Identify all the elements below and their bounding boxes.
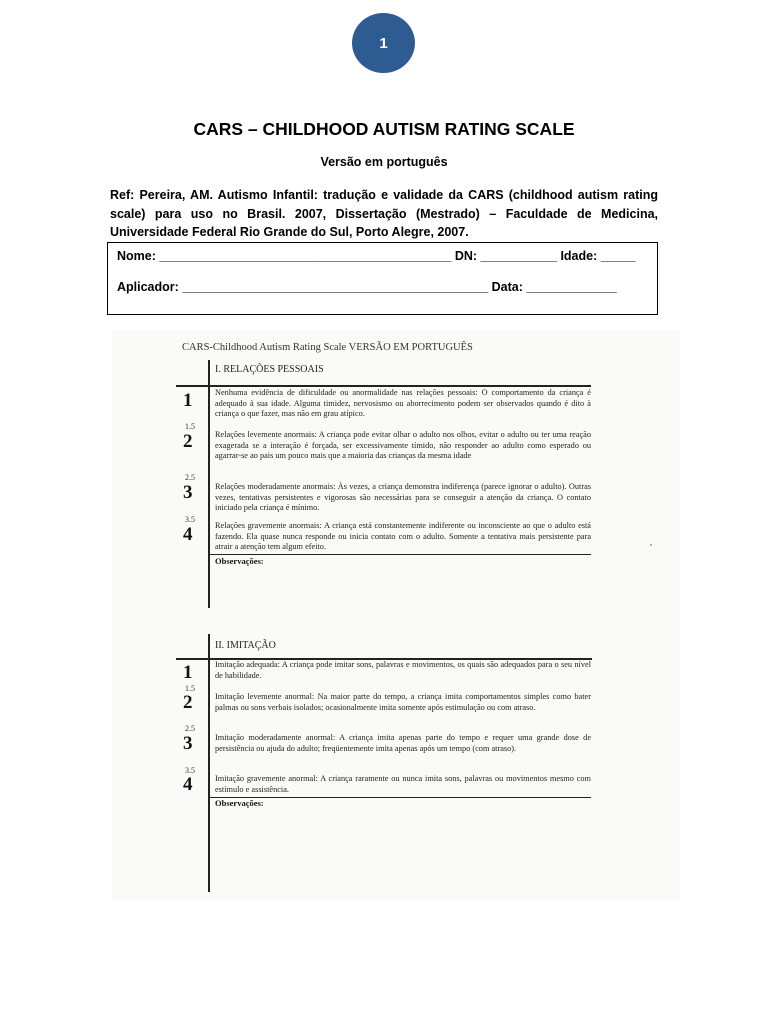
section-heading-imitacao: II. IMITAÇÃO xyxy=(215,640,276,651)
reference-citation: Ref: Pereira, AM. Autismo Infantil: tradução e validade da CARS (childhood autism rating scale) para uso no Brasil. 2007, Dissertação (Mestrado) – Faculdade de Medicina, Universidade Federal Rio Grande do Sul, Porto Alegre, 2007. xyxy=(110,188,658,239)
form-line-name[interactable]: Nome: __________________________________________ DN: ___________ Idade: _____ xyxy=(117,249,636,263)
observations-rule xyxy=(208,554,591,555)
item-description: Relações gravemente anormais: A criança está constantemente indiferente ou inconsciente ao que o adulto está fazendo. Ela quase nunca responde ou inicia contato com o adulto. Somente a tentativa mais persistente para atrair a atenção tem algum efeito. xyxy=(215,521,591,552)
form-line-applicator[interactable]: Aplicador: ____________________________________________ Data: _____________ xyxy=(117,280,617,294)
document-subtitle: Versão em português xyxy=(320,155,448,169)
item-description: Imitação adequada: A criança pode imitar sons, palavras e movimentos, os quais são adequados para o seu nível de habilidade. xyxy=(215,660,591,680)
score-1-5: 1.5 xyxy=(185,684,195,693)
score-2-5: 2.5 xyxy=(185,724,195,733)
page-number-badge xyxy=(352,13,415,73)
score-3: 3 xyxy=(183,482,193,503)
item-description: Imitação gravemente anormal: A criança raramente ou nunca imita sons, palavras ou movimentos mesmo com estímulo e assistência. xyxy=(215,774,591,794)
scan-speck xyxy=(650,544,652,546)
score-2: 2 xyxy=(183,692,193,713)
page-number: 1 xyxy=(379,34,388,52)
score-3: 3 xyxy=(183,733,193,754)
score-4: 4 xyxy=(183,524,193,545)
item-description: Nenhuma evidência de dificuldade ou anormalidade nas relações pessoais: O comportamento da criança é adequado à sua idade. Alguma timidez, nervosismo ou aborrecimento podem ser observados quando é dito à criança o que fazer, mas não em grau atípico. xyxy=(215,388,591,419)
score-1-5: 1.5 xyxy=(185,422,195,431)
score-2-5: 2.5 xyxy=(185,473,195,482)
score-3-5: 3.5 xyxy=(185,515,195,524)
patient-info-box xyxy=(107,242,658,315)
observations-label: Observações: xyxy=(215,798,264,808)
item-description: Imitação levemente anormal: Na maior parte do tempo, a criança imita comportamentos simples como bater palmas ou sons verbais isolados; ocasionalmente imita somente após estimulação ou com atraso. xyxy=(215,692,591,712)
scanned-rating-sheet xyxy=(112,330,680,900)
item-description: Relações levemente anormais: A criança pode evitar olhar o adulto nos olhos, evitar o adulto ou ter uma reação exagerada se a interação é forçada, ser excessivamente tímido, não responder ao adulto como esperado ou agarrar-se ao pais um pouco mais que a maioria das crianças da mesma idade xyxy=(215,430,591,461)
score-2: 2 xyxy=(183,431,193,452)
section2-vertical-rule xyxy=(208,634,210,892)
document-title: CARS – CHILDHOOD AUTISM RATING SCALE xyxy=(193,119,575,139)
score-3-5: 3.5 xyxy=(185,766,195,775)
score-4: 4 xyxy=(183,774,193,795)
scan-title: CARS-Childhood Autism Rating Scale VERSÃO EM PORTUGUÊS xyxy=(182,342,473,353)
item-description: Imitação moderadamente anormal: A criança imita apenas parte do tempo e requer uma grande dose de persistência ou ajuda do adulto; freqüentemente imita apenas após um tempo (com atraso). xyxy=(215,733,591,753)
item-description: Relações moderadamente anormais: Às vezes, a criança demonstra indiferença (parece ignorar o adulto). Outras vezes, tentativas persistentes e vigorosas são necessárias para se conseguir a atenção da criança. O contato iniciado pela criança é mínimo. xyxy=(215,482,591,513)
section1-vertical-rule xyxy=(208,360,210,608)
section1-horizontal-rule xyxy=(176,385,591,387)
observations-rule xyxy=(208,797,591,798)
observations-label: Observações: xyxy=(215,556,264,566)
score-1: 1 xyxy=(183,662,193,683)
section-heading-relacoes: I. RELAÇÕES PESSOAIS xyxy=(215,364,324,375)
score-1: 1 xyxy=(183,390,193,411)
